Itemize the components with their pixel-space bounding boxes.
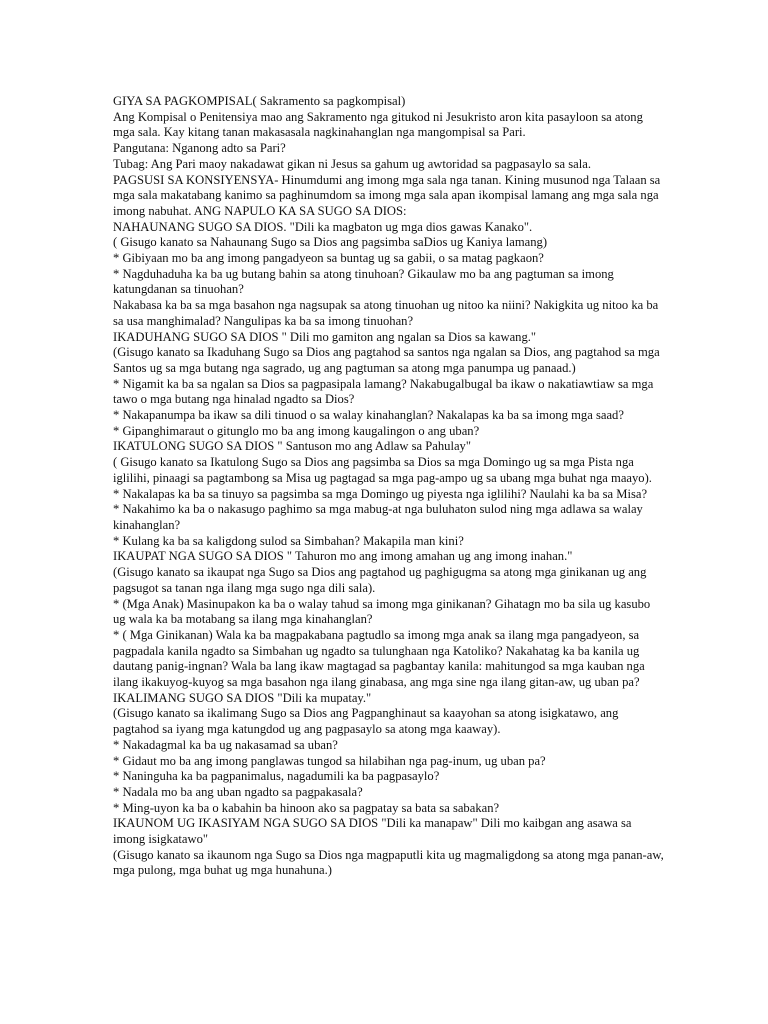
commandment-2-item: * Nakapanumpa ba ikaw sa dili tinuod o sa walay kinahanglan? Nakalapas ka ba sa imong mga saad?: [113, 408, 624, 423]
paragraph-question: Pangutana: Nganong adto sa Pari?: [113, 141, 286, 156]
commandment-3-item: * Nakalapas ka ba sa tinuyo sa pagsimba sa mga Domingo ug piyesta nga iglilihi? Naulahi ka ba sa Misa?: [113, 486, 648, 501]
paragraph-examination: PAGSUSI SA KONSIYENSYA- Hinumdumi ang imong mga sala nga tanan. Kining musunod nga Talaan sa mga sala makatabang kanimo sa paghinumdom sa imong mga sala apan ikompisal lamang ang mga sala nga imong nabuhat. ANG NAPULO KA SA SUGO SA DIOS:: [113, 172, 661, 218]
commandment-2-description: (Gisugo kanato sa Ikaduhang Sugo sa Dios ang pagtahod sa santos nga ngalan sa Dios, ang pagtahod sa mga Santos ug sa mga butang nga sagrado, ug ang pagtuman sa atong mga panumpa ug panaad.): [113, 345, 660, 375]
commandment-6-9-description: (Gisugo kanato sa ikaunom nga Sugo sa Dios nga magpaputli kita ug magmaligdong sa atong mga panan-aw, mga pulong, mga buhat ug mga hunahuna.): [113, 847, 664, 878]
commandment-6-9-heading: IKAUNOM UG IKASIYAM NGA SUGO SA DIOS "Dili ka manapaw" Dili mo kaibgan ang asawa sa imong isigkatawo": [113, 816, 632, 847]
commandment-5-item: * Ming-uyon ka ba o kabahin ba hinoon ako sa pagpatay sa bata sa sabakan?: [113, 800, 500, 815]
commandment-4-heading: IKAUPAT NGA SUGO SA DIOS " Tahuron mo ang imong amahan ug ang imong inahan.": [113, 549, 573, 564]
commandment-4-item: * ( Mga Ginikanan) Wala ka ba magpakabana pagtudlo sa imong mga anak sa ilang mga pangadyeon, sa pagpadala kanila ngadto sa Simbahan ug ngadto sa tulunghaan nga Katoliko? Nakahatag ka ba kanila ug dautang panig-ingnan? Wala ba lang ikaw magtagad sa pagbantay kanila: mahitungod sa mga kauban nga ilang ikakuyog-kuyog sa mga basahon nga ilang ginabasa, ang mga sine nga ilang gitan-aw, ug uban pa?: [113, 627, 645, 690]
commandment-1-item: Nakabasa ka ba sa mga basahon nga nagsupak sa atong tinuohan ug nitoo ka niini? Nakigkita ug nitoo ka ba sa usa manghimalad? Nangulipas ka ba sa imong tinuohan?: [113, 298, 659, 328]
paragraph-answer: Tubag: Ang Pari maoy nakadawat gikan ni Jesus sa gahum ug awtoridad sa pagpasaylo sa sala.: [113, 156, 592, 171]
commandment-4-item: * (Mga Anak) Masinupakon ka ba o walay tahud sa imong mga ginikanan? Gihatagn mo ba sila ug kasubo ug wala ka ba motabang sa ilang mga kinahanglan?: [113, 596, 651, 627]
commandment-2-item: * Nigamit ka ba sa ngalan sa Dios sa pagpasipala lamang? Nakabugalbugal ba ikaw o nakatiawtiaw sa mga tawo o mga butang nga hinalad ngadto sa Dios?: [113, 376, 654, 407]
commandment-5-item: * Gidaut mo ba ang imong panglawas tungod sa hilabihan nga pag-inum, ug uban pa?: [113, 753, 546, 768]
commandment-2-item: * Gipanghimaraut o gitunglo mo ba ang imong kaugalingon o ang uban?: [113, 423, 480, 438]
document-title: GIYA SA PAGKOMPISAL( Sakramento sa pagkompisal): [113, 94, 406, 108]
commandment-5-heading: IKALIMANG SUGO SA DIOS "Dili ka mupatay.": [113, 690, 372, 705]
document-page: [113, 94, 665, 879]
commandment-1-description: ( Gisugo kanato sa Nahaunang Sugo sa Dios ang pagsimba saDios ug Kaniya lamang): [113, 235, 548, 250]
commandment-2-heading: IKADUHANG SUGO SA DIOS " Dili mo gamiton ang ngalan sa Dios sa kawang.": [113, 329, 537, 344]
commandment-1-item: * Gibiyaan mo ba ang imong pangadyeon sa buntag ug sa gabii, o sa matag pagkaon?: [113, 251, 544, 266]
commandment-1-heading: NAHAUNANG SUGO SA DIOS. "Dili ka magbaton ug mga dios gawas Kanako".: [113, 219, 533, 234]
commandment-5-description: (Gisugo kanato sa ikalimang Sugo sa Dios ang Pagpanghinaut sa kaayohan sa atong isigkatawo, ang pagtahod sa iyang mga katungdod ug ang pagpasaylo sa atong mga kaaway).: [113, 706, 619, 737]
paragraph-intro: Ang Kompisal o Penitensiya mao ang Sakramento nga gitukod ni Jesukristo aron kita pasayloon sa atong mga sala. Kay kitang tanan makasasala nagkinahanglan nga mangompisal sa Pari.: [113, 109, 643, 140]
commandment-3-description: ( Gisugo kanato sa Ikatulong Sugo sa Dios ang pagsimba sa Dios sa mga Domingo ug sa mga Pista nga iglilihi, pinaagi sa pagtambong sa Misa ug pagtagad sa mga pag-ampo ug sa ubang mga buhat nga maayo).: [113, 455, 652, 485]
commandment-3-item: * Kulang ka ba sa kaligdong sulod sa Simbahan? Makapila man kini?: [113, 533, 464, 548]
commandment-4-description: (Gisugo kanato sa ikaupat nga Sugo sa Dios ang pagtahod ug paghigugma sa atong mga ginikanan ug ang pagsugot sa tanan nga ilang mga sugo nga dili sala).: [113, 565, 647, 595]
commandment-5-item: * Nadala mo ba ang uban ngadto sa pagpakasala?: [113, 784, 363, 799]
commandment-1-item: * Nagduhaduha ka ba ug butang bahin sa atong tinuhoan? Gikaulaw mo ba ang pagtuman sa imong katungdanan sa tinuohan?: [113, 266, 614, 297]
commandment-5-item: * Naninguha ka ba pagpanimalus, nagadumili ka ba pagpasaylo?: [113, 769, 440, 784]
commandment-5-item: * Nakadagmal ka ba ug nakasamad sa uban?: [113, 737, 338, 752]
commandment-3-heading: IKATULONG SUGO SA DIOS " Santuson mo ang Adlaw sa Pahulay": [113, 439, 471, 454]
commandment-3-item: * Nakahimo ka ba o nakasugo paghimo sa mga mabug-at nga buluhaton sulod ning mga adlawa sa walay kinahanglan?: [113, 502, 643, 532]
